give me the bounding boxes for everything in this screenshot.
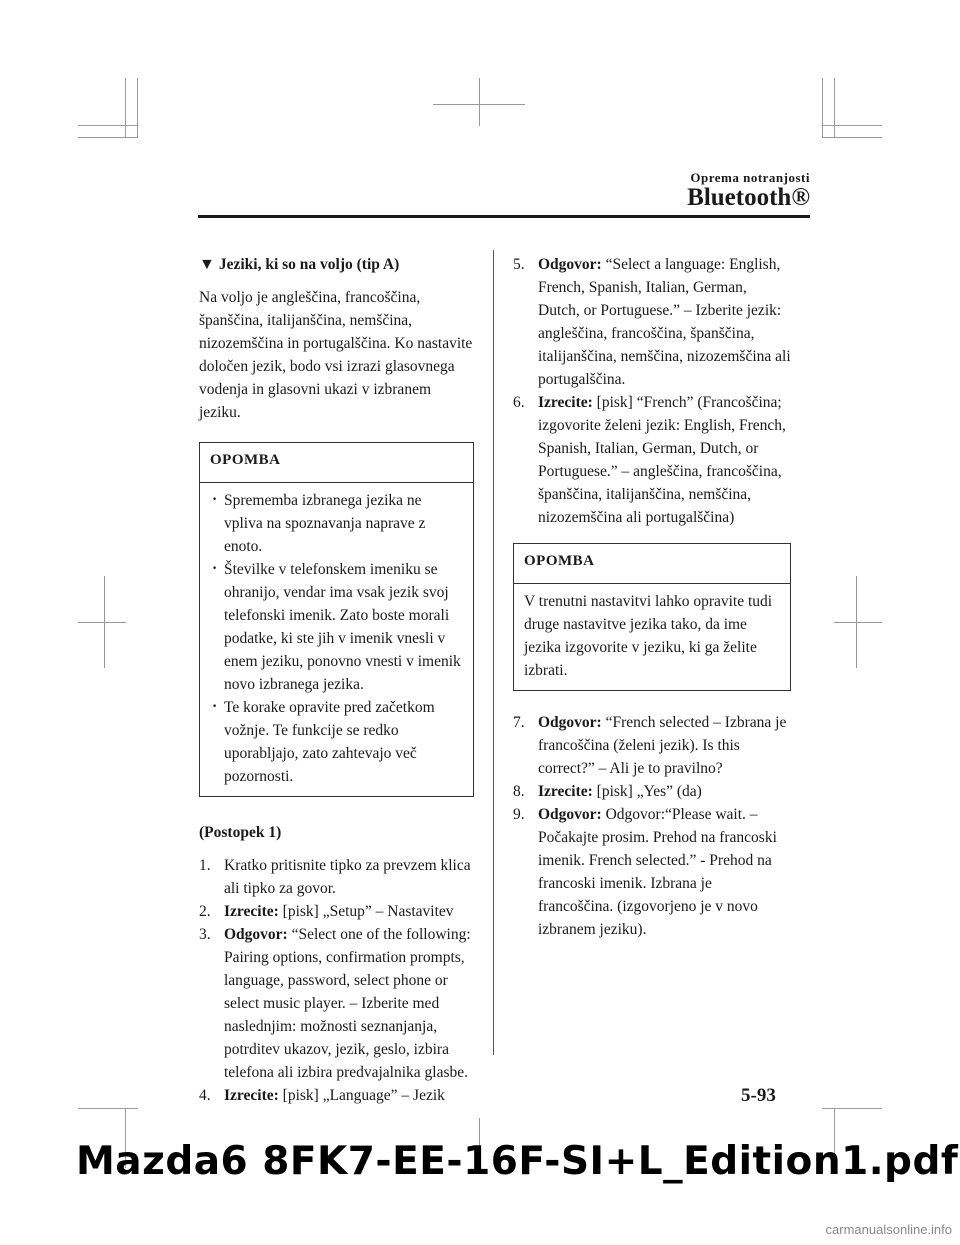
- step-keyword: Odgovor:: [538, 806, 602, 823]
- step-item: [199, 900, 474, 923]
- note-item: · Številke v telefonskem imeniku se ohranijo, vendar ima vsak jezik svoj telefonski imenik. Zato boste morali podatke, ki ste jih v imenik vnesli v enem jeziku, ponovno vnesti v imenik novo izbranega jezika.: [210, 558, 463, 696]
- crop-mark: [125, 78, 126, 138]
- intro-paragraph: Na voljo je angleščina, francoščina, španščina, italijanščina, nemščina, nizozemščina in portugalščina. Ko nastavite določen jezik, bodo vsi izrazi glasovnega vodenja in glasovni ukazi v izbranem jeziku.: [199, 289, 473, 421]
- column-divider: [493, 250, 494, 1055]
- step-item: [199, 854, 474, 900]
- crop-mark: [78, 1108, 138, 1109]
- crop-mark: [822, 78, 823, 138]
- crop-mark: [104, 576, 105, 668]
- triangle-marker-icon: ▼: [199, 256, 215, 273]
- step-body: “Select one of the following: Pairing options, confirmation prompts, language, password, select phone or select music player. – Izberite med naslednjim: možnosti seznanjanja, potrditev ukazov, jezik, geslo, izbira telefona ali izbira predvajalnika glasbe.: [224, 926, 471, 1081]
- section-heading-text: Jeziki, ki so na voljo (tip A): [218, 256, 400, 273]
- note-item: · Te korake opravite pred začetkom vožnje. Te funkcije se redko uporabljajo, zato zahtevajo več pozornosti.: [210, 696, 463, 788]
- step-body: Odgovor:“Please wait. – Počakajte prosim. Prehod na francoski imenik. French selected.” - Prehod na francoski imenik. Izbrana je francoščina. (izgovorjeno je v novo izbranem jeziku).: [538, 806, 777, 938]
- crop-mark: [137, 78, 138, 138]
- crop-mark: [78, 125, 138, 126]
- step-body: [pisk] “French” (Francoščina; izgovorite želeni jezik: English, French, Spanish, Italian, German, Dutch, or Portuguese.” – angleščina, francoščina, španščina, italijanščina, nemščina, nizozemščina ali portugalščina): [538, 394, 786, 526]
- note-title: OPOMBA: [514, 544, 790, 584]
- step-text: [538, 391, 791, 529]
- step-text: [224, 854, 474, 900]
- step-item: [513, 253, 791, 391]
- step-number: 9.: [513, 806, 525, 823]
- step-body: [pisk] „Language” – Jezik: [278, 1087, 445, 1104]
- step-number: 3.: [199, 926, 211, 943]
- step-text: [224, 900, 474, 923]
- step-body: Kratko pritisnite tipko za prevzem klica ali tipko za govor.: [224, 857, 471, 897]
- note-box: [513, 543, 791, 691]
- section-heading: [199, 253, 474, 276]
- crop-mark: [834, 78, 835, 138]
- step-keyword: Izrecite:: [224, 903, 279, 920]
- note-title: OPOMBA: [200, 443, 473, 483]
- crop-mark: [78, 622, 126, 623]
- step-keyword: Odgovor:: [224, 926, 288, 943]
- step-text: [538, 711, 791, 780]
- step-item: [513, 803, 791, 941]
- step-text: [538, 803, 791, 941]
- step-number: 6.: [513, 394, 525, 411]
- crop-mark: [78, 137, 138, 138]
- page-number: 5-93: [741, 1085, 776, 1106]
- right-column: [513, 253, 791, 941]
- step-number: 4.: [199, 1087, 211, 1104]
- step-text: [538, 253, 791, 391]
- step-text: [224, 1084, 474, 1107]
- step-body: [pisk] „Yes” (da): [592, 783, 702, 800]
- crop-mark: [822, 137, 882, 138]
- step-keyword: Odgovor:: [538, 714, 602, 731]
- step-keyword: Odgovor:: [538, 256, 602, 273]
- step-item: [513, 391, 791, 529]
- step-number: 8.: [513, 783, 525, 800]
- header-rule: [198, 215, 810, 218]
- step-body: [pisk] „Setup” – Nastavitev: [278, 903, 454, 920]
- step-item: [513, 780, 791, 803]
- crop-mark: [834, 622, 882, 623]
- step-item: [199, 923, 474, 1084]
- section-label: Oprema notranjosti: [690, 170, 810, 185]
- step-number: 1.: [199, 857, 211, 874]
- step-item: [513, 711, 791, 780]
- crop-mark: [856, 576, 857, 668]
- step-number: 2.: [199, 903, 211, 920]
- step-text: [224, 923, 474, 1084]
- footer-filename: Mazda6 8FK7-EE-16F-SI+L_Edition1.pdf: [76, 1139, 959, 1184]
- step-keyword: Izrecite:: [538, 783, 593, 800]
- step-body: “French selected – Izbrana je francoščina (želeni jezik). Is this correct?” – Ali je to pravilno?: [538, 714, 787, 777]
- step-number: 5.: [513, 256, 525, 273]
- watermark: carmanualsonline.info: [825, 1222, 952, 1237]
- note-body: V trenutni nastavitvi lahko opravite tudi druge nastavitve jezika tako, da ime jezika izgovorite v jeziku, ki ga želite izbrati.: [524, 593, 773, 679]
- left-column: [199, 253, 474, 1107]
- note-item: · Sprememba izbranega jezika ne vpliva na spoznavanja naprave z enoto.: [210, 489, 463, 558]
- page-title: Bluetooth®: [687, 184, 810, 211]
- note-body: [200, 483, 473, 796]
- step-keyword: Izrecite:: [224, 1087, 279, 1104]
- step-text: [538, 780, 791, 803]
- procedure-title: (Postopek 1): [199, 824, 282, 841]
- crop-mark: [822, 1108, 882, 1109]
- step-number: 7.: [513, 714, 525, 731]
- step-keyword: Izrecite:: [538, 394, 593, 411]
- note-box: [199, 442, 474, 797]
- step-item: [199, 1084, 474, 1107]
- crop-mark: [479, 78, 480, 126]
- step-body: “Select a language: English, French, Spanish, Italian, German, Dutch, or Portuguese.” – Izberite jezik: angleščina, francoščina, španščina, italijanščina, nemščina, nizozemščina ali portugalščina.: [538, 256, 791, 388]
- crop-mark: [822, 125, 882, 126]
